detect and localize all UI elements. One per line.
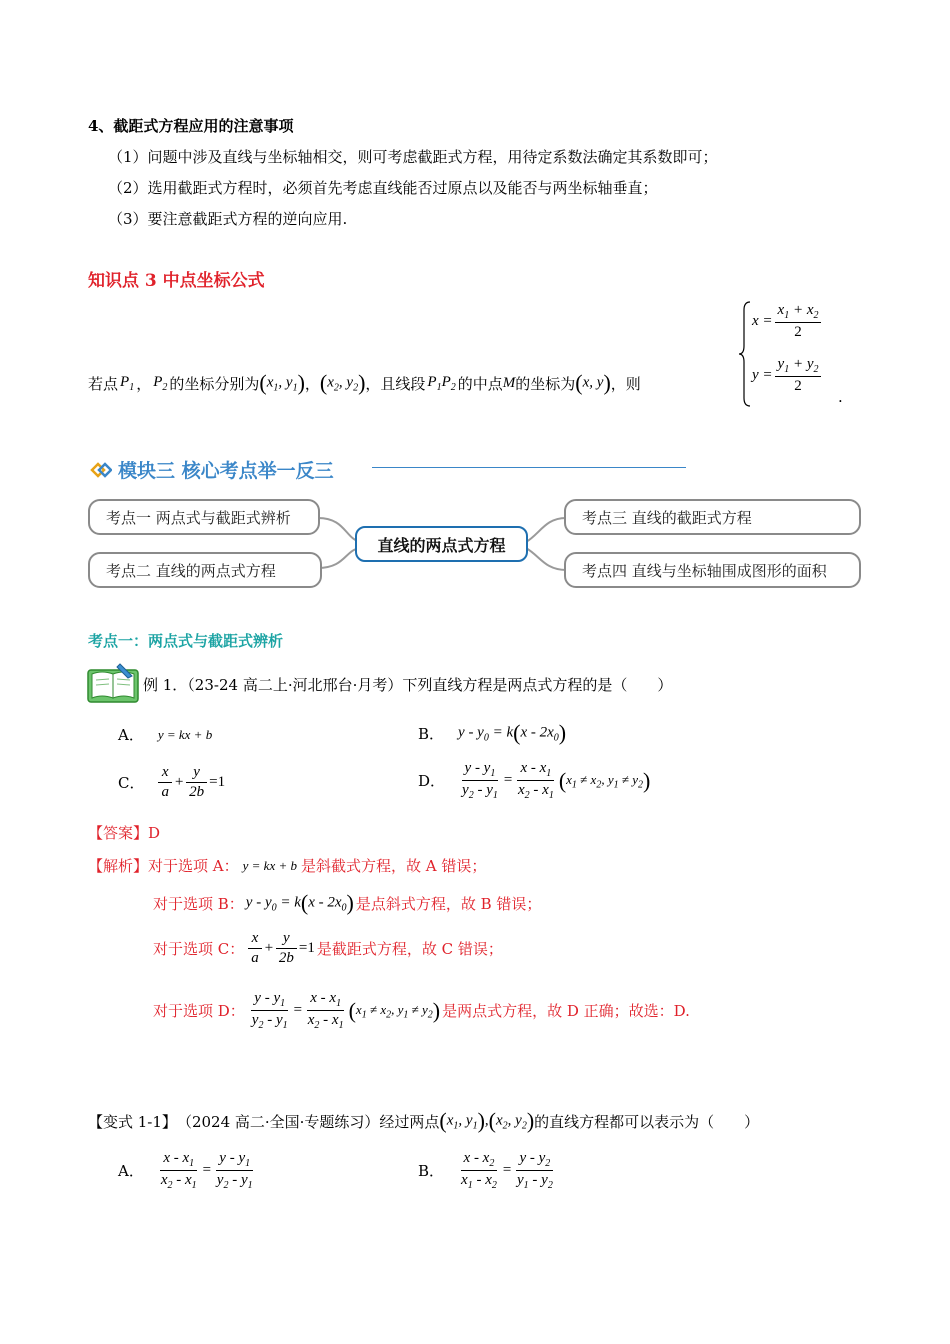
coord-2: ($x_2$, $y_2$) (319, 370, 366, 395)
variant-label: 【变式 1-1】 (88, 1112, 177, 1131)
option-label: B． (418, 1162, 445, 1180)
formula-y: y = $\frac{y_1 + y_2}{2}$ (752, 356, 823, 395)
kp3-text: 的坐标分别为 (169, 374, 260, 393)
analysis-prefix: 对于选项 B： (153, 894, 244, 913)
variant-stem (88, 1108, 759, 1134)
analysis-b-formula: $y - y_0 = k(x - 2x_0)$ (245, 890, 354, 915)
kp3-text: 若点 (88, 374, 119, 393)
variant-option-a (118, 1150, 258, 1191)
analysis-d (153, 990, 690, 1031)
option-d (418, 760, 650, 801)
analysis-suffix: 是斜截式方程，故 A 错误； (300, 857, 487, 875)
analysis-c-formula: $\frac{x}{a}$ + $\frac{y}{2b}$ =1 (246, 930, 315, 966)
mindmap-node-topic4[interactable]: 考点四 直线与坐标轴围成图形的面积 (564, 552, 861, 588)
mindmap-center: 直线的两点式方程 (355, 526, 528, 562)
analysis-prefix: 对于选项 A： (148, 857, 239, 875)
variant-option-a-formula: $\frac{x - x_1}{x_2 - x_1}$ = $\frac{y - y_1}{y_2 - y_1}$ (160, 1150, 253, 1191)
option-d-formula: $\frac{y - y_1}{y_2 - y_1}$ = $\frac{x - x_1}{x_2 - x_1}$ ($x_1 \ne x_2$, $y_1 \ne y_2$) (462, 760, 651, 801)
segment-p1p2: $P_1P_2$ (427, 373, 456, 393)
option-label: C． (118, 773, 145, 792)
list-item: （1）问题中涉及直线与坐标轴相交，则可考虑截距式方程，用待定系数法确定其系数即可； (108, 148, 718, 166)
point-p2: $P_2$ (153, 373, 168, 393)
module-title: 模块三 核心考点举一反三 (118, 460, 334, 482)
option-a-formula: y = kx + b (157, 726, 213, 742)
mindmap-node-topic3[interactable]: 考点三 直线的截距式方程 (564, 499, 861, 535)
diamond-arrow-icon (90, 462, 112, 478)
option-c (118, 764, 225, 800)
midpoint-formula-line (88, 370, 641, 396)
list-item: （2）选用截距式方程时，必须首先考虑直线能否过原点以及能否与两坐标轴垂直； (108, 179, 658, 197)
analysis-prefix: 对于选项 D： (153, 1002, 245, 1020)
analysis-b (153, 890, 541, 916)
analysis-a (88, 855, 486, 876)
left-brace-icon (738, 300, 752, 408)
mindmap-node-topic2[interactable]: 考点二 直线的两点式方程 (88, 552, 322, 588)
option-c-formula: $\frac{x}{a}$ + $\frac{y}{2b}$ =1 (156, 764, 225, 800)
analysis-prefix: 对于选项 C： (153, 939, 245, 958)
module-divider (372, 467, 686, 468)
variant-points: ($x_1$, $y_1),(x_2$, $y_2$) (439, 1108, 535, 1133)
kp3-sep: ， (304, 374, 320, 393)
option-b (418, 720, 566, 746)
answer-line (88, 822, 160, 843)
variant-tail: 的直线方程都可以表示为（ ） (534, 1112, 760, 1131)
point-p1: $P_1$ (120, 373, 135, 393)
example-stem: 例 1．（23-24 高二上·河北邢台·月考）下列直线方程是两点式方程的是（ ） (143, 676, 673, 694)
option-label: A． (118, 1162, 144, 1180)
option-a (118, 724, 212, 745)
kp3-end: . (838, 388, 843, 406)
analysis-label: 【解析】 (88, 857, 149, 875)
option-label: D． (418, 772, 446, 790)
list-item: （3）要注意截距式方程的逆向应用. (108, 210, 348, 228)
coord-1: ($x_1$, $y_1$) (259, 370, 305, 395)
variant-option-b-formula: $\frac{x - x_2}{x_1 - x_2}$ = $\frac{y - y_2}{y_1 - y_2}$ (461, 1150, 553, 1191)
formula-x: x = $\frac{x_1 + x_2}{2}$ (752, 302, 823, 341)
analysis-a-formula: y = kx + b (242, 857, 297, 873)
variant-source: （2024 高二·全国·专题练习）经过两点 (176, 1112, 440, 1131)
option-label: B． (418, 724, 445, 743)
analysis-c (153, 930, 503, 966)
option-label: A． (118, 726, 144, 744)
analysis-suffix: 是点斜式方程，故 B 错误； (355, 894, 542, 913)
section-heading: 4、截距式方程应用的注意事项 (88, 117, 294, 135)
coord-midpoint: (x, y) (575, 370, 611, 395)
answer-label: 【答案】 (88, 824, 149, 842)
variant-option-b (418, 1150, 558, 1191)
analysis-suffix: 是截距式方程，故 C 错误； (316, 939, 503, 958)
topic-heading: 考点一：两点式与截距式辨析 (88, 632, 284, 650)
answer-value: D (148, 824, 161, 842)
module-banner (90, 456, 334, 483)
mindmap-node-topic1[interactable]: 考点一 两点式与截距式辨析 (88, 499, 320, 535)
analysis-d-formula: $\frac{y - y_1}{y_2 - y_1}$ = $\frac{x - x_1}{x_2 - x_1}$ ($x_1 \ne x_2$, $y_1 \ne y_2$) (251, 990, 441, 1031)
kp3-text: ，且线段 (365, 374, 426, 393)
book-icon (86, 662, 142, 708)
kp3-text: 的坐标为 (515, 374, 576, 393)
kp3-sep: ， (136, 374, 152, 393)
kp3-text: 的中点 (457, 374, 503, 393)
option-b-formula: $y - y_0 = k(x - 2x_0)$ (458, 720, 567, 745)
kp3-heading: 知识点 3 中点坐标公式 (88, 271, 265, 291)
kp3-text: ，则 (610, 374, 641, 393)
midpoint-m: M (502, 374, 516, 391)
analysis-suffix: 是两点式方程，故 D 正确；故选：D. (442, 1002, 690, 1020)
